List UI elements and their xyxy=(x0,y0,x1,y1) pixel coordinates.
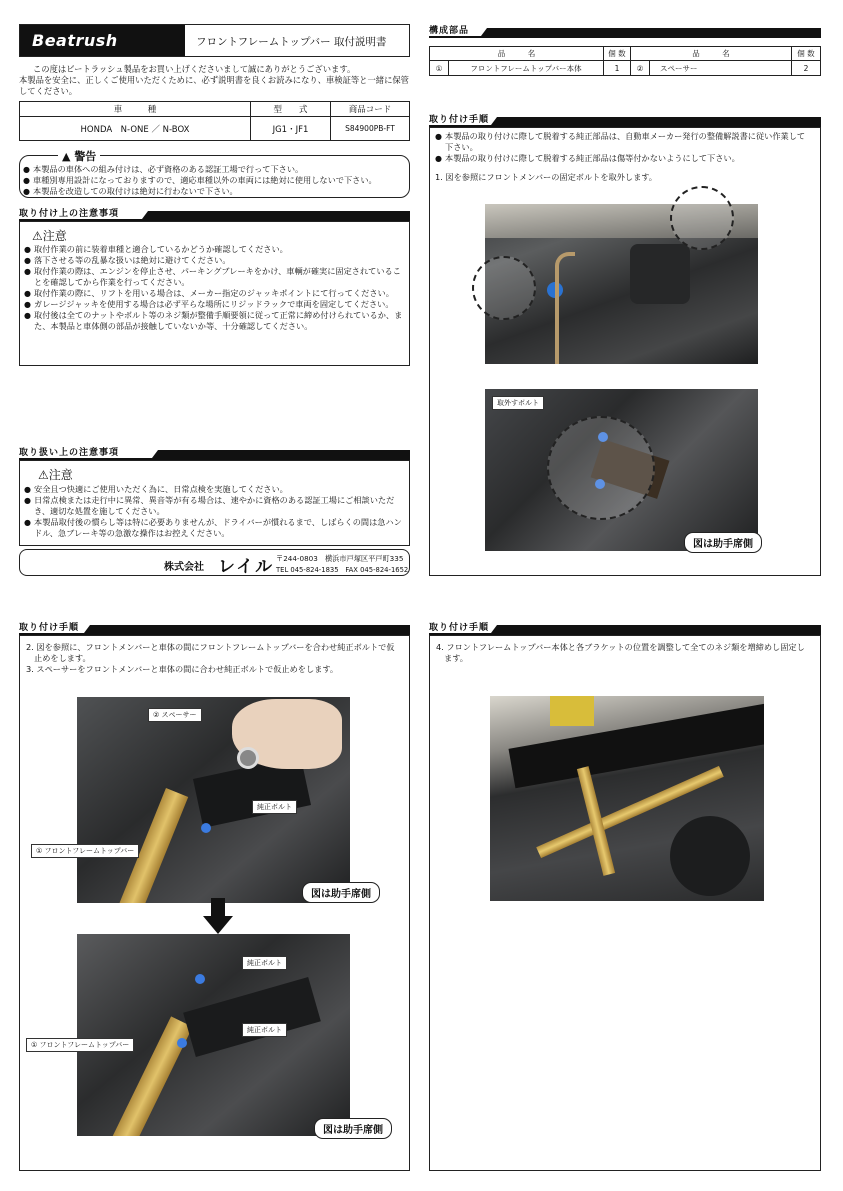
brand-name: Beatrush xyxy=(32,31,118,50)
company-name: レイル xyxy=(218,557,275,577)
spec-code: S84900PB-FT xyxy=(331,117,410,141)
highlight-circle xyxy=(472,256,536,320)
down-arrow-icon xyxy=(203,898,233,936)
intro-line-2: 本製品を安全に、正しくご使用いただくために、必ず説明書を良くお読みになり、車検証等と一緒に保管してください。 xyxy=(19,75,409,96)
procedure-2-heading xyxy=(19,621,410,635)
part-2-name: スペーサー xyxy=(650,61,792,76)
procedure-3-heading-label: 取り付け手順 xyxy=(429,623,490,633)
part-1-number: ① xyxy=(430,61,449,76)
procedure-1-heading xyxy=(429,113,821,127)
warning-triangle-icon: ▲ xyxy=(62,150,71,163)
caution-triangle-icon: ⚠ xyxy=(38,468,49,482)
warning-box xyxy=(19,150,410,198)
company-prefix: 株式会社 xyxy=(164,562,204,573)
brand-logo xyxy=(20,25,185,56)
caution-title: 注意 xyxy=(42,229,67,243)
parts-table xyxy=(429,46,821,76)
procedure-note: ● 本製品の取り付けに際して脱着する純正部品は、自動車メーカー発行の整備解説書に従い作業して下さい。 xyxy=(435,131,812,153)
caution-item: ● ガレージジャッキを使用する場合は必ず平らな場所にリジッドラックで車両を固定してください。 xyxy=(24,299,403,310)
part-2-number: ② xyxy=(631,61,650,76)
callout-frame-top-bar: ① フロントフレームトップバー xyxy=(31,844,139,858)
callout-oem-bolt: 純正ボルト xyxy=(242,956,287,970)
procedure-3-box xyxy=(429,635,821,1171)
caution-item: ● 取付後は全てのナットやボルト等のネジ類が整備手順要領に従って正常に締め付けられているか、また、本製品と車体側の部品が接触していないか等、十分確認してください。 xyxy=(24,310,403,332)
caution-item: ● 取付作業の前に装着車種と適合しているかどうか確認してください。 xyxy=(24,244,403,255)
intro-line-1: この度はビートラッシュ製品をお買い上げくださいまして誠にありがとうございます。 xyxy=(33,64,356,74)
caution-triangle-icon: ⚠ xyxy=(32,229,43,243)
procedure-2-heading-label: 取り付け手順 xyxy=(19,623,80,633)
install-cautions-heading-label: 取り付け上の注意事項 xyxy=(19,209,120,219)
warning-title xyxy=(58,148,100,164)
caution-item: ● 本製品取付後の慣らし等は特に必要ありませんが、ドライバーが慣れるまで、しばらくの間は急ハンドル、急ブレーキ等の急激な操作はお控えください。 xyxy=(24,517,403,539)
spec-header-model: 型 式 xyxy=(251,102,331,117)
frame-top-bar-image xyxy=(105,1016,192,1136)
warning-title-text: 警告 xyxy=(74,150,97,163)
parts-heading-label: 構成部品 xyxy=(429,26,470,36)
install-photo-2 xyxy=(77,934,350,1136)
company-box xyxy=(19,549,410,576)
side-tag: 図は助手席側 xyxy=(302,882,380,903)
step-3-text: 3. スペーサーをフロントメンバーと車体の間に合わせ純正ボルトで仮止めをします。 xyxy=(26,664,339,674)
procedure-1-heading-label: 取り付け手順 xyxy=(429,115,490,125)
spec-model: JG1・JF1 xyxy=(251,117,331,141)
caution-title: 注意 xyxy=(48,468,73,482)
parts-header-qty-1: 個 数 xyxy=(604,47,631,61)
callout-remove-bolt: 取外すボルト xyxy=(492,396,544,410)
callout-spacer: ② スペーサー xyxy=(148,708,202,722)
warning-item: ● 車種別専用設計になっておりますので、適応車種以外の車両には絶対に使用しないで下さい。 xyxy=(23,175,406,186)
vehicle-spec-table xyxy=(19,101,410,141)
callout-frame-top-bar: ① フロントフレームトップバー xyxy=(26,1038,134,1052)
company-address: 〒244-0803 横浜市戸塚区平戸町335 xyxy=(276,554,404,563)
spec-vehicle: HONDA N-ONE ／ N-BOX xyxy=(20,117,251,141)
spec-header-vehicle: 車 種 xyxy=(20,102,251,117)
parts-header-name-1: 品 名 xyxy=(430,47,604,61)
caution-item: ● 日常点検または走行中に異常、異音等が有る場合は、速やかに資格のある認証工場にご相談いただき、適切な処置を施してください。 xyxy=(24,495,403,517)
step-4-text: 4. フロントフレームトップバー本体と各ブラケットの位置を調整して全てのネジ類を増締めし固定します。 xyxy=(436,642,805,663)
highlight-circle xyxy=(670,186,734,250)
parts-header-qty-2: 個 数 xyxy=(792,47,821,61)
step-1-text: 1. 図を参照にフロントメンバーの固定ボルトを取外します。 xyxy=(435,172,657,182)
header-box xyxy=(19,24,410,57)
part-1-name: フロントフレームトップバー本体 xyxy=(449,61,604,76)
procedure-3-heading xyxy=(429,621,821,635)
callout-oem-bolt: 純正ボルト xyxy=(242,1023,287,1037)
procedure-note: ● 本製品の取り付けに際して脱着する純正部品は傷等付かないようにして下さい。 xyxy=(435,153,812,164)
intro-text xyxy=(19,64,411,97)
spec-header-code: 商品コード xyxy=(331,102,410,117)
completed-install-photo xyxy=(490,696,764,901)
caution-item: ● 取付作業の際は、エンジンを停止させ、パーキングブレーキをかけ、車輌が確実に固定されていることを確認してから作業を行ってください。 xyxy=(24,266,403,288)
install-cautions-box xyxy=(19,221,410,366)
highlight-circle xyxy=(547,416,655,520)
step-2-text: 2. 図を参照に、フロントメンバーと車体の間にフロントフレームトップバーを合わせ純正ボルトで仮止めをします。 xyxy=(26,642,395,663)
procedure-2-box xyxy=(19,635,410,1171)
callout-oem-bolt: 純正ボルト xyxy=(252,800,297,814)
handling-cautions-heading-label: 取り扱い上の注意事項 xyxy=(19,448,120,458)
part-1-qty: 1 xyxy=(604,61,631,76)
warning-item: ● 本製品を改造しての取付けは絶対に行わないで下さい。 xyxy=(23,186,406,197)
handling-cautions-box xyxy=(19,460,410,546)
company-phone: TEL 045-824-1835 FAX 045-824-1652 xyxy=(276,566,409,574)
document-title: フロントフレームトップバー 取付説明書 xyxy=(196,36,387,48)
install-photo-1 xyxy=(77,697,350,903)
caution-item: ● 安全且つ快適にご使用いただく為に、日常点検を実施してください。 xyxy=(24,484,403,495)
parts-header-name-2: 品 名 xyxy=(631,47,792,61)
parts-heading xyxy=(429,24,821,38)
handling-cautions-heading xyxy=(19,446,410,460)
side-tag: 図は助手席側 xyxy=(314,1118,392,1139)
caution-item: ● 取付作業の際に、リフトを用いる場合は、メーカー指定のジャッキポイントにて行ってください。 xyxy=(24,288,403,299)
install-cautions-heading xyxy=(19,207,410,221)
procedure-1-box xyxy=(429,127,821,576)
part-2-qty: 2 xyxy=(792,61,821,76)
caution-item: ● 落下させる等の乱暴な扱いは絶対に避けてください。 xyxy=(24,255,403,266)
warning-item: ● 本製品の車体への組み付けは、必ず資格のある認証工場で行って下さい。 xyxy=(23,164,406,175)
side-tag: 図は助手席側 xyxy=(684,532,762,553)
